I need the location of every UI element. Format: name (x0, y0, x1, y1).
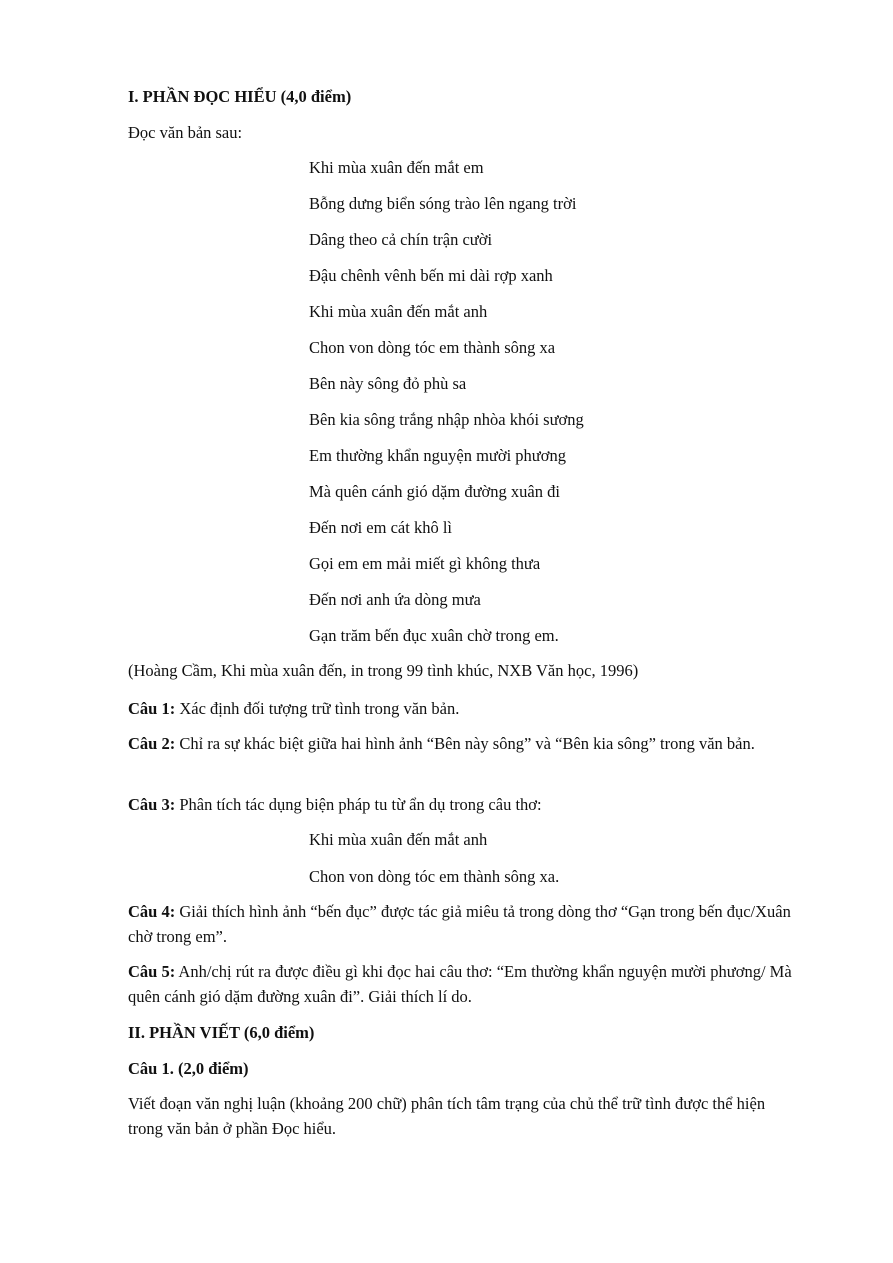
poem-line: Gạn trăm bến đục xuân chờ trong em. (309, 626, 559, 645)
writing-heading: II. PHẦN VIẾT (6,0 điểm) (128, 1023, 315, 1042)
question-1 (128, 696, 792, 721)
quote-line: Chon von dòng tóc em thành sông xa. (309, 867, 560, 886)
question-text: Giải thích hình ảnh “bến đục” được tác giả miêu tả trong dòng thơ “Gạn trong bến đục/Xuân chờ trong em”. (128, 902, 791, 946)
question-text: Phân tích tác dụng biện pháp tu từ ẩn dụ trong câu thơ: (175, 795, 542, 814)
question-label: Câu 1: (128, 699, 176, 718)
reading-heading: I. PHẦN ĐỌC HIỂU (4,0 điểm) (128, 87, 352, 106)
quote-line: Khi mùa xuân đến mắt anh (309, 830, 488, 849)
poem-line: Bên kia sông trắng nhập nhòa khói sương (309, 410, 584, 429)
poem-line: Dâng theo cả chín trận cười (309, 230, 493, 249)
question-text: Anh/chị rút ra được điều gì khi đọc hai câu thơ: “Em thường khẩn nguyện mười phương/ Mà quên cánh gió dặm đường xuân đi”. Giải thích lí do. (128, 962, 792, 1006)
poem-line: Khi mùa xuân đến mắt anh (309, 302, 488, 321)
question-label: Câu 4: (128, 902, 176, 921)
writing-question-1-heading: Câu 1. (2,0 điểm) (128, 1059, 249, 1078)
question-text: Chỉ ra sự khác biệt giữa hai hình ảnh “Bên này sông” và “Bên kia sông” trong văn bản. (175, 734, 755, 753)
poem-line: Bỗng dưng biển sóng trào lên ngang trời (309, 194, 577, 213)
question-label: Câu 2: (128, 734, 176, 753)
question-5 (128, 959, 792, 1009)
poem-source: (Hoàng Cầm, Khi mùa xuân đến, in trong 99 tình khúc, NXB Văn học, 1996) (128, 661, 639, 680)
poem-line: Đậu chênh vênh bến mi dài rợp xanh (309, 266, 553, 285)
question-label: Câu 5: (128, 962, 176, 981)
poem-line: Mà quên cánh gió dặm đường xuân đi (309, 482, 560, 501)
poem-line: Em thường khẩn nguyện mười phương (309, 446, 566, 465)
poem-line: Đến nơi em cát khô lì (309, 518, 452, 537)
poem-line: Gọi em em mải miết gì không thưa (309, 554, 541, 573)
poem-line: Chon von dòng tóc em thành sông xa (309, 338, 556, 357)
poem-line: Đến nơi anh ứa dòng mưa (309, 590, 481, 609)
poem-line: Bên này sông đỏ phù sa (309, 374, 467, 393)
question-2 (128, 731, 792, 756)
reading-intro: Đọc văn bản sau: (128, 123, 243, 142)
question-text: Xác định đối tượng trữ tình trong văn bản. (175, 699, 460, 718)
question-label: Câu 3: (128, 795, 176, 814)
writing-question-1-text: Viết đoạn văn nghị luận (khoảng 200 chữ) phân tích tâm trạng của chủ thể trữ tình được thể hiện trong văn bản ở phần Đọc hiểu. (128, 1094, 766, 1138)
question-4 (128, 899, 792, 949)
poem-line: Khi mùa xuân đến mắt em (309, 158, 484, 177)
question-3 (128, 792, 792, 817)
